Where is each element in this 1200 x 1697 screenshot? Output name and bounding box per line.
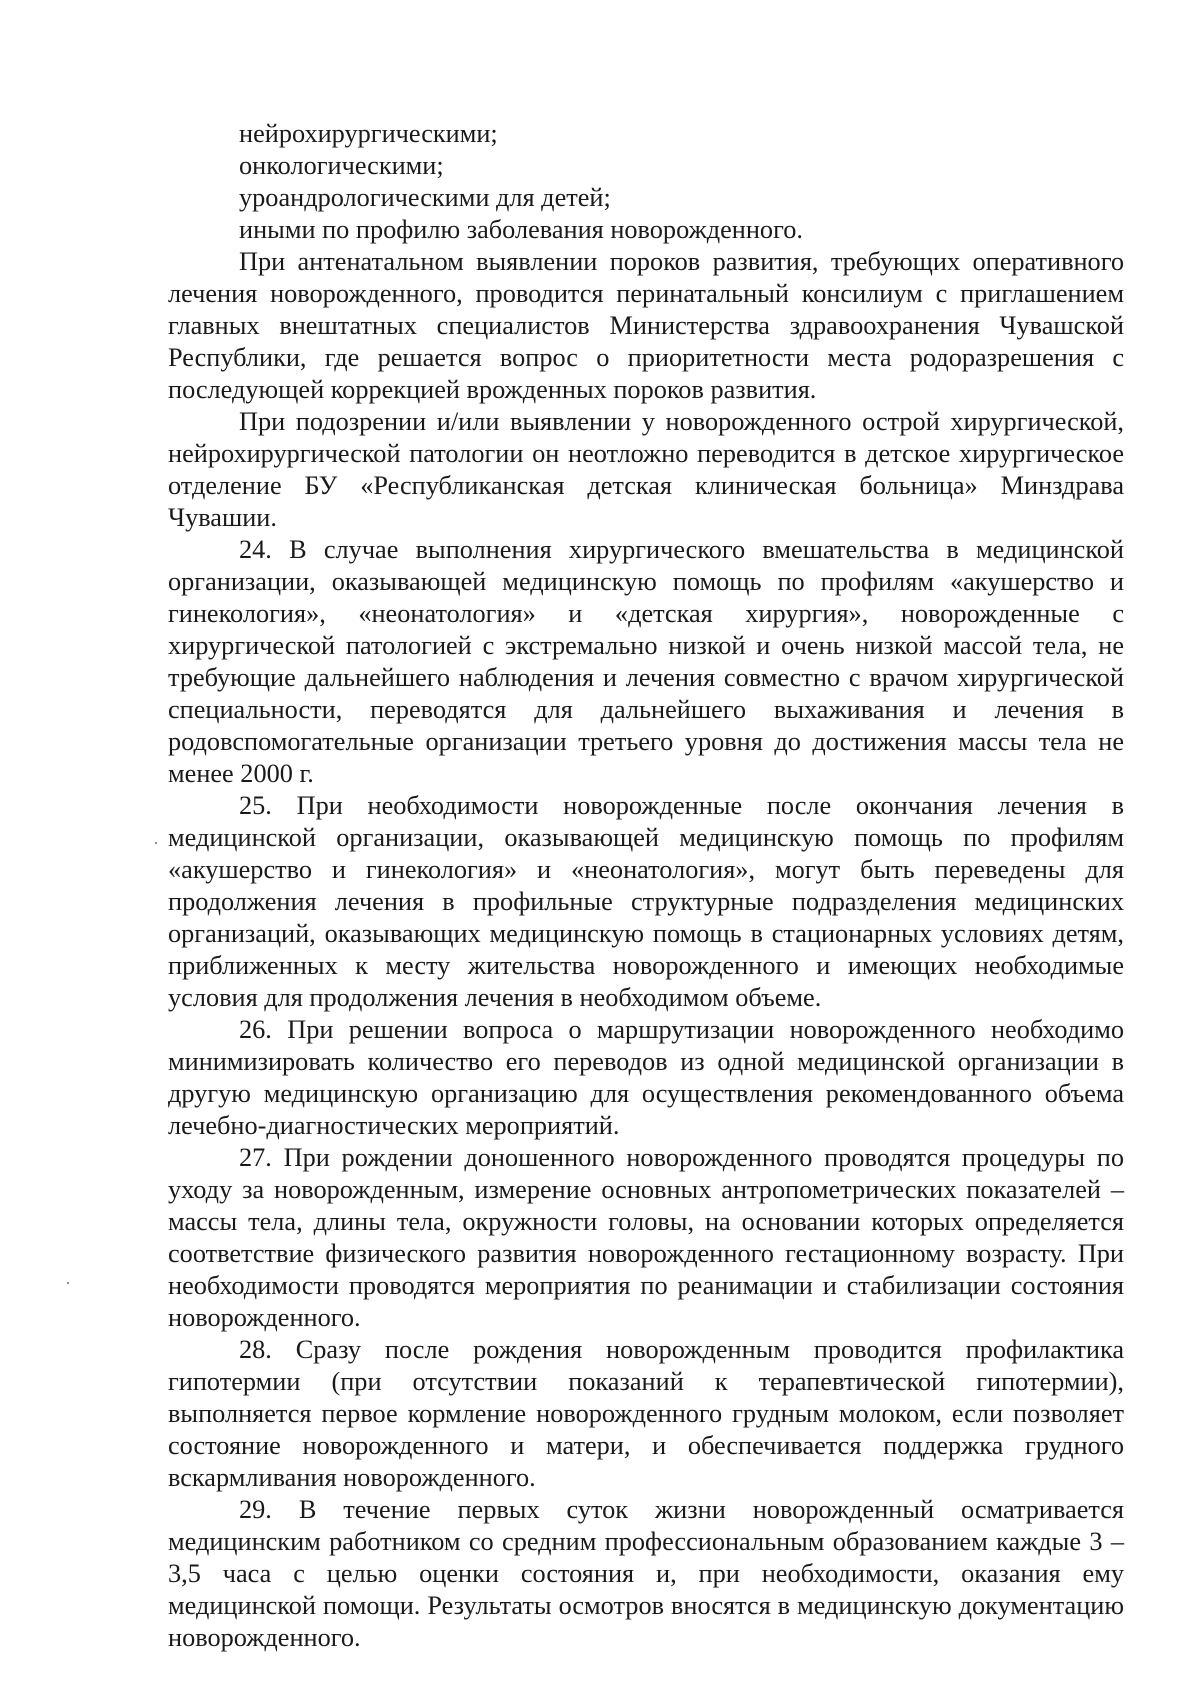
paragraph-28: 28. Сразу после рождения новорожденным проводится профилактика гипотермии (при отсутствии показаний к терапевтической гипотермии), выполняется первое кормление новорожденного грудным молоком, если позволяет состояние новорожденного и матери, и обеспечивается поддержка грудного вскармливания новорожденного. (168, 1335, 1124, 1492)
list-item-neurosurgical: нейрохирургическими; (239, 119, 498, 148)
list-item-oncological: онкологическими; (239, 151, 444, 180)
paragraph-29: 29. В течение первых суток жизни новорожденный осматривается медицинским работником со средним профессиональным образованием каждые 3 – 3,5 часа с целью оценки состояния и, при необходимости, оказания ему медицинской помощи. Результаты осмотров вносятся в медицинскую документацию новорожденного. (168, 1495, 1124, 1652)
paragraph-25: 25. При необходимости новорожденные после окончания лечения в медицинской организации, оказывающей медицинскую помощь по профилям «акушерство и гинекология» и «неонатология», могут быть переведены для продолжения лечения в профильные структурные подразделения медицинских организаций, оказывающих медицинскую помощь в стационарных условиях детям, приближенных к месту жительства новорожденного и имеющих необходимые условия для продолжения лечения в необходимом объеме. (168, 791, 1124, 1012)
paragraph-27: 27. При рождении доношенного новорожденного проводятся процедуры по уходу за новорожденным, измерение основных антропометрических показателей – массы тела, длины тела, окружности головы, на основании которых определяется соответствие физического развития новорожденного гестационному возрасту. При необходимости проводятся мероприятия по реанимации и стабилизации состояния новорожденного. (168, 1143, 1124, 1332)
scan-speck (67, 1282, 69, 1284)
scan-speck (155, 842, 157, 844)
list-item-other: иными по профилю заболевания новорожденного. (239, 215, 803, 244)
paragraph-24: 24. В случае выполнения хирургического вмешательства в медицинской организации, оказывающей медицинскую помощь по профилям «акушерство и гинекология», «неонатология» и «детская хирургия», новорожденные с хирургической патологией с экстремально низкой и очень низкой массой тела, не требующие дальнейшего наблюдения и лечения совместно с врачом хирургической специальности, переводятся для дальнейшего выхаживания и лечения в родовспомогательные организации третьего уровня до достижения массы тела не менее 2000 г. (168, 535, 1124, 788)
list-item-uroandrological: уроандрологическими для детей; (239, 183, 611, 212)
paragraph-suspicion: При подозрении и/или выявлении у новорожденного острой хирургической, нейрохирургической патологии он неотложно переводится в детское хирургическое отделение БУ «Республиканская детская клиническая больница» Минздрава Чувашии. (168, 407, 1124, 532)
paragraph-antenatal: При антенатальном выявлении пороков развития, требующих оперативного лечения новорожденного, проводится перинатальный консилиум с приглашением главных внештатных специалистов Министерства здравоохранения Чувашской Республики, где решается вопрос о приоритетности места родоразрешения с последующей коррекцией врожденных пороков развития. (168, 247, 1124, 404)
paragraph-26: 26. При решении вопроса о маршрутизации новорожденного необходимо минимизировать количество его переводов из одной медицинской организации в другую медицинскую организацию для осуществления рекомендованного объема лечебно-диагностических мероприятий. (168, 1015, 1124, 1140)
document-body (168, 118, 1124, 1654)
